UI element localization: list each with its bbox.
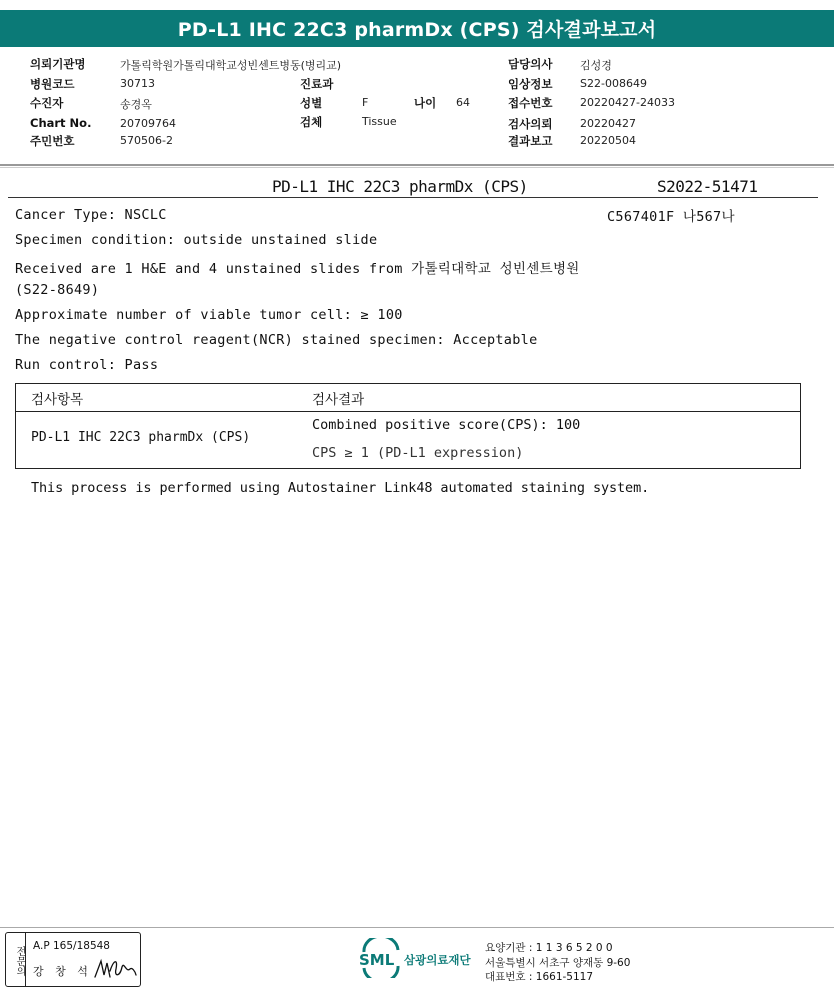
id-number-label: 주민번호 [30, 134, 75, 148]
age-label: 나이 [414, 96, 437, 110]
run-control: Run control: Pass [15, 357, 159, 373]
doctor-label: 담당의사 [508, 57, 553, 71]
process-note: This process is performed using Autostainer Link48 automated staining system. [31, 480, 650, 496]
chart-no-value: 20709764 [120, 117, 176, 130]
header-divider-shadow [0, 167, 834, 168]
sml-logo-icon [358, 938, 404, 978]
footer-divider [0, 927, 834, 928]
specimen-value: Tissue [362, 115, 397, 128]
report-number: S2022-51471 [657, 177, 758, 196]
pathologist-name: 강 창 석 [33, 965, 92, 978]
specimen-label: 검체 [300, 115, 323, 129]
received-reference: (S22-8649) [15, 282, 100, 298]
age-value: 64 [456, 96, 470, 109]
clinical-info-label: 임상정보 [508, 77, 553, 91]
sex-value: F [362, 96, 369, 109]
patient-value: 송경옥 [120, 98, 152, 111]
address: 서울특별시 서초구 양재동 9-60 [485, 957, 631, 969]
report-date-label: 결과보고 [508, 134, 553, 148]
hospital-code-value: 30713 [120, 77, 155, 90]
ap-number: A.P 165/18548 [33, 940, 110, 952]
chart-no-label: Chart No. [30, 116, 92, 130]
specialist-label: 전문의 [6, 933, 26, 986]
patient-label: 수진자 [30, 96, 64, 110]
request-date-label: 검사의뢰 [508, 117, 553, 131]
receipt-no-value: 20220427-24033 [580, 96, 675, 109]
block-id: C567401F 나567나 [607, 209, 735, 225]
signature-icon [92, 955, 138, 983]
department-label: 진료과 [300, 77, 334, 91]
sml-logo [358, 938, 476, 978]
column-header-item: 검사항목 [31, 392, 84, 408]
pathologist-signature-box [5, 932, 141, 987]
result-table [15, 383, 801, 469]
test-item: PD-L1 IHC 22C3 pharmDx (CPS) [31, 430, 251, 445]
institution-label: 의뢰기관명 [30, 57, 86, 71]
sex-label: 성별 [300, 96, 323, 110]
cps-score: Combined positive score(CPS): 100 [312, 417, 581, 433]
title-underline [8, 197, 818, 198]
hospital-code-label: 병원코드 [30, 77, 75, 91]
clinical-info-value: S22-008649 [580, 77, 647, 90]
header-divider [0, 164, 834, 166]
id-number-value: 570506-2 [120, 134, 173, 147]
specimen-condition: Specimen condition: outside unstained slide [15, 232, 378, 248]
cancer-type: Cancer Type: NSCLC [15, 207, 167, 223]
table-header-divider [16, 411, 800, 412]
logo-name: 삼광의료재단 [404, 953, 471, 967]
test-title: PD-L1 IHC 22C3 pharmDx (CPS) [272, 177, 528, 196]
cps-interpretation: CPS ≥ 1 (PD-L1 expression) [312, 445, 524, 461]
institution-value: 가톨릭학원가톨릭대학교성빈센트병동(병리교) [120, 59, 342, 72]
request-date-value: 20220427 [580, 117, 636, 130]
logo-mark: SML [359, 951, 395, 969]
negative-control: The negative control reagent(NCR) stained specimen: Acceptable [15, 332, 538, 348]
phone-number: 대표번호 : 1661-5117 [485, 971, 594, 983]
report-date-value: 20220504 [580, 134, 636, 147]
receipt-no-label: 접수번호 [508, 96, 553, 110]
column-header-result: 검사결과 [312, 392, 365, 408]
report-title-bar [0, 10, 834, 47]
report-title: PD-L1 IHC 22C3 pharmDx (CPS) 검사결과보고서 [177, 19, 657, 41]
viable-tumor-cells: Approximate number of viable tumor cell: ≥ 100 [15, 307, 403, 323]
agency-code: 요양기관 : 1 1 3 6 5 2 0 0 [485, 942, 613, 954]
doctor-value: 김성경 [580, 59, 612, 72]
received-slides: Received are 1 H&E and 4 unstained slides from 가톨릭대학교 성빈센트병원 [15, 261, 580, 277]
